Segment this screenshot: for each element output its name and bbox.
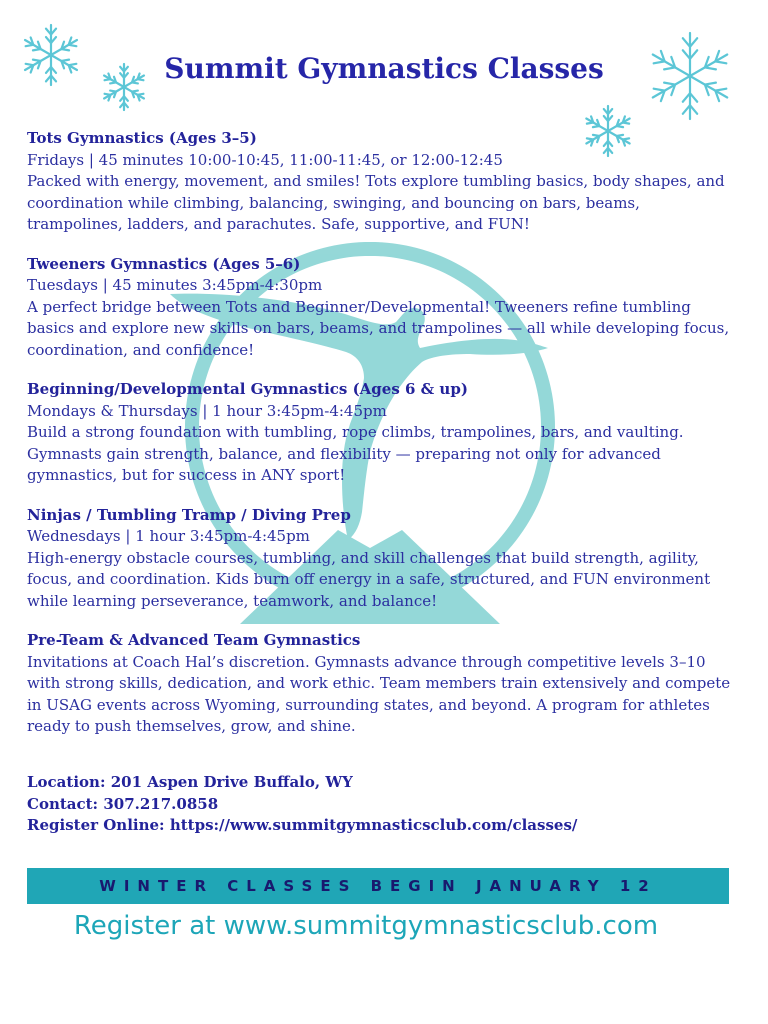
section-description-line: trampolines, ladders, and parachutes. Safe, supportive, and FUN! xyxy=(27,215,530,233)
section-description-line: ready to push themselves, grow, and shine. xyxy=(27,717,356,735)
section-schedule: Wednesdays | 1 hour 3:45pm-4:45pm xyxy=(27,527,310,545)
section-description-line: Invitations at Coach Hal’s discretion. Gymnasts advance through competitive levels 3–10 xyxy=(27,652,706,671)
page-title: Summit Gymnastics Classes xyxy=(164,52,604,85)
section-description-line: A perfect bridge between Tots and Beginner/Developmental! Tweeners refine tumbling xyxy=(27,297,691,316)
class-list xyxy=(27,128,747,756)
section-description-line: coordination, and confidence! xyxy=(27,340,255,359)
section-description-line: with strong skills, dedication, and work ethic. Team members train extensively and compete xyxy=(27,674,731,692)
contact-info xyxy=(27,772,577,837)
section-description-line: High-energy obstacle courses, tumbling, and skill challenges that build strength, agility, xyxy=(27,548,699,567)
contact-phone[interactable]: Contact: 307.217.0858 xyxy=(27,794,219,813)
class-section-tweeners xyxy=(27,254,747,362)
section-description-line: Build a strong foundation with tumbling, rope climbs, trampolines, bars, and vaulting. xyxy=(27,423,684,441)
section-description-line: gymnastics, but for success in ANY sport! xyxy=(27,466,346,484)
section-description-line: coordination while climbing, balancing, swinging, and bouncing on bars, beams, xyxy=(27,193,640,212)
section-heading: Beginning/Developmental Gymnastics (Ages 6 & up) xyxy=(27,380,468,398)
section-heading: Tweeners Gymnastics (Ages 5–6) xyxy=(27,254,301,273)
section-description-line: focus, and coordination. Kids burn off energy in a safe, structured, and FUN environment xyxy=(27,570,711,588)
class-section-team xyxy=(27,630,747,738)
section-description-line: Gymnasts gain strength, balance, and flexibility — preparing not only for advanced xyxy=(27,444,661,463)
section-description-line: in USAG events across Wyoming, surrounding states, and beyond. A program for athletes xyxy=(27,695,710,714)
section-heading: Ninjas / Tumbling Tramp / Diving Prep xyxy=(27,505,351,524)
section-description-line: Packed with energy, movement, and smiles! Tots explore tumbling basics, body shapes, and xyxy=(27,172,725,190)
winter-classes-banner xyxy=(27,868,729,904)
location-text: Location: 201 Aspen Drive Buffalo, WY xyxy=(27,773,353,791)
class-section-beginning-developmental xyxy=(27,379,747,487)
section-heading: Pre-Team & Advanced Team Gymnastics xyxy=(27,631,361,649)
section-heading: Tots Gymnastics (Ages 3–5) xyxy=(27,129,257,147)
class-section-ninjas xyxy=(27,505,747,613)
section-schedule: Fridays | 45 minutes 10:00-10:45, 11:00-11:45, or 12:00-12:45 xyxy=(27,150,503,169)
banner-text: WINTER CLASSES BEGIN JANUARY 12 xyxy=(99,877,657,895)
section-description-line: basics and explore new skills on bars, beams, and trampolines — all while developing focus, xyxy=(27,319,730,337)
section-description-line: while learning perseverance, teamwork, and balance! xyxy=(27,591,438,610)
class-section-tots xyxy=(27,128,747,236)
register-footer-link[interactable]: Register at www.summitgymnasticsclub.com xyxy=(73,911,659,941)
register-online-link[interactable]: Register Online: https://www.summitgymnasticsclub.com/classes/ xyxy=(27,816,578,834)
section-schedule: Tuesdays | 45 minutes 3:45pm-4:30pm xyxy=(27,276,323,294)
section-schedule: Mondays & Thursdays | 1 hour 3:45pm-4:45pm xyxy=(27,401,387,420)
